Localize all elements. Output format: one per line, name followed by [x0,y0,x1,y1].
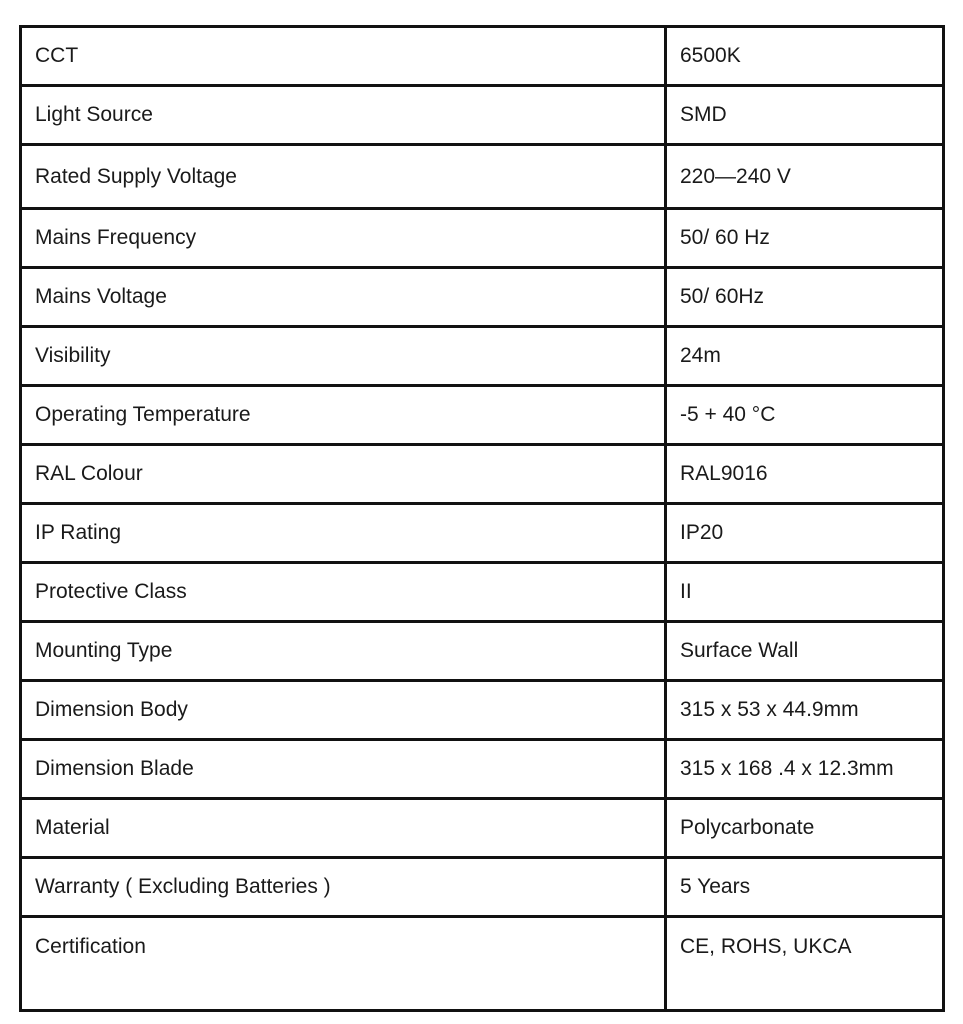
spec-value: 50/ 60 Hz [666,209,944,268]
spec-value: IP20 [666,504,944,563]
spec-label: Material [21,799,666,858]
spec-label: Light Source [21,86,666,145]
spec-value: SMD [666,86,944,145]
table-row [21,622,944,681]
spec-value: 315 x 53 x 44.9mm [666,681,944,740]
table-row [21,504,944,563]
spec-value: RAL9016 [666,445,944,504]
table-row [21,327,944,386]
spec-table [19,25,945,1012]
table-row [21,445,944,504]
spec-value: 5 Years [666,858,944,917]
spec-label: Dimension Blade [21,740,666,799]
table-row [21,145,944,209]
table-row [21,268,944,327]
spec-label: Warranty ( Excluding Batteries ) [21,858,666,917]
table-row [21,386,944,445]
spec-value: -5 + 40 °C [666,386,944,445]
table-row [21,799,944,858]
spec-value: 315 x 168 .4 x 12.3mm [666,740,944,799]
spec-value: 50/ 60Hz [666,268,944,327]
table-row [21,27,944,86]
table-row [21,563,944,622]
table-row [21,917,944,1011]
spec-label: IP Rating [21,504,666,563]
spec-label: Visibility [21,327,666,386]
table-row [21,858,944,917]
spec-value: Surface Wall [666,622,944,681]
spec-value: Polycarbonate [666,799,944,858]
spec-value: CE, ROHS, UKCA [666,917,944,1011]
table-row [21,740,944,799]
spec-label: RAL Colour [21,445,666,504]
table-row [21,86,944,145]
spec-label: Protective Class [21,563,666,622]
spec-label: Mains Frequency [21,209,666,268]
spec-label: Dimension Body [21,681,666,740]
spec-label: Rated Supply Voltage [21,145,666,209]
spec-value: 220—240 V [666,145,944,209]
spec-value: II [666,563,944,622]
table-row [21,209,944,268]
spec-label: Certification [21,917,666,1011]
table-row [21,681,944,740]
spec-label: Mounting Type [21,622,666,681]
spec-label: Mains Voltage [21,268,666,327]
spec-label: Operating Temperature [21,386,666,445]
spec-label: CCT [21,27,666,86]
spec-value: 24m [666,327,944,386]
spec-value: 6500K [666,27,944,86]
